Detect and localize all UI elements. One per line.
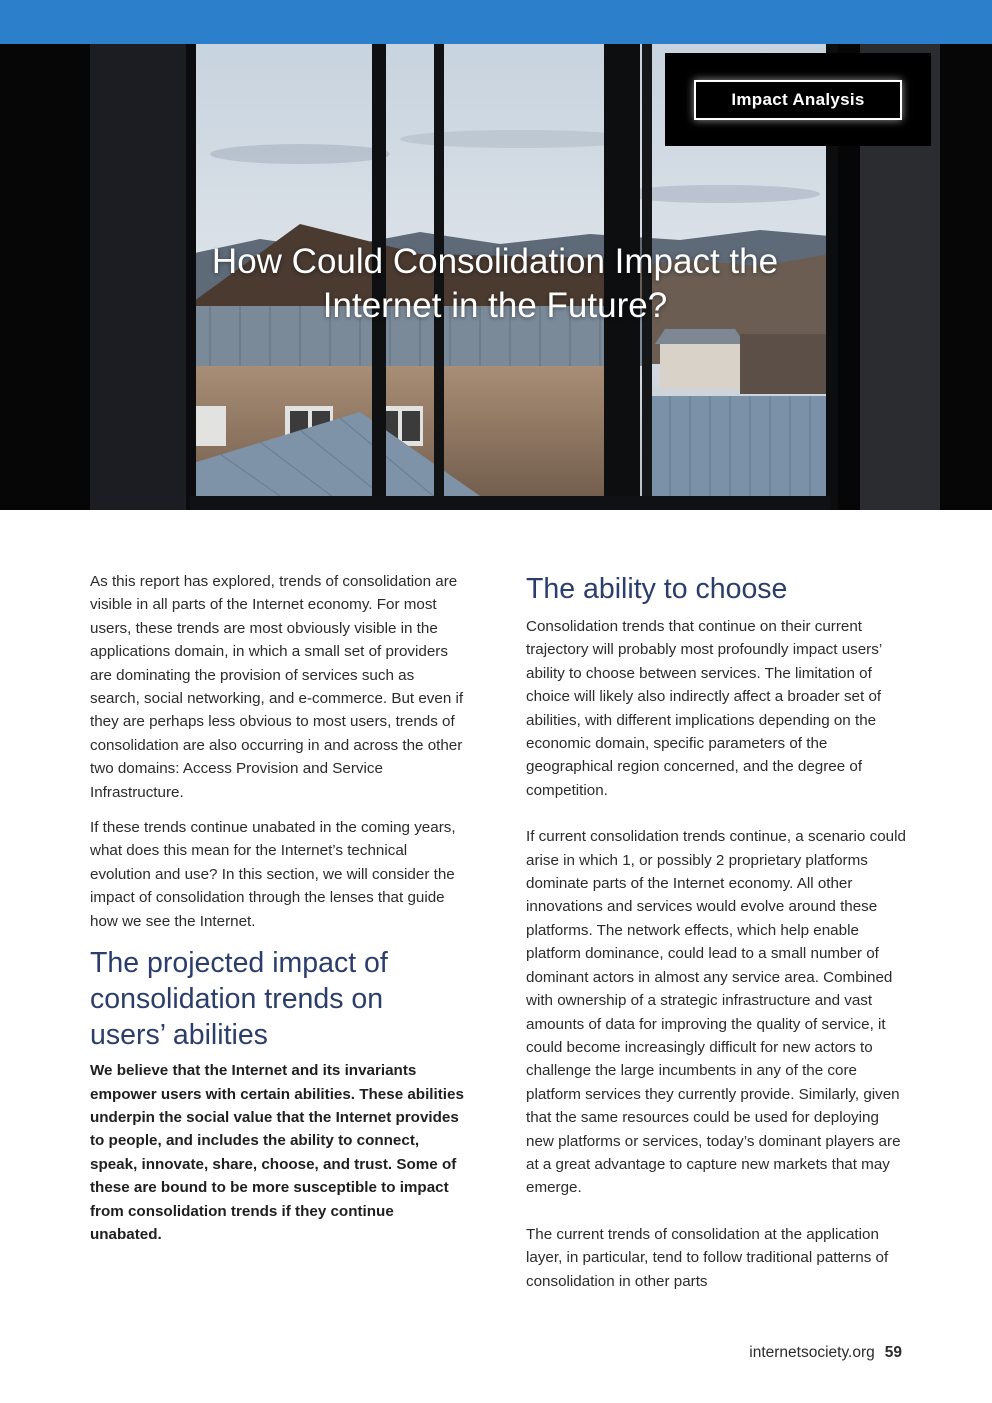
top-color-bar [0,0,992,44]
section-badge: Impact Analysis [694,80,902,120]
footer-site-link[interactable]: internetsociety.org [749,1344,875,1361]
section-heading: The projected impact of consolidation trends on users’ abilities [90,947,388,1052]
right-column [526,570,906,1293]
page-footer [749,1344,902,1362]
body-paragraph: Consolidation trends that continue on their current trajectory will probably most profoundly impact users’ ability to choose between services. The limitation of choice will likely also indirectly affect a broader set of abilities, with different implications depending on the economic domain, specific parameters of the geographical region concerned, and the degree of competition. [526,618,882,799]
section-heading: The ability to choose [526,573,788,605]
lead-paragraph: We believe that the Internet and its invariants empower users with certain abilities. These abilities underpin the social value that the Internet provides to people, and includes the ability to connect, speak, innovate, share, choose, and trust. Some of these are bound to be more susceptible to impact from consolidation trends if they continue unabated. [90,1062,464,1243]
body-paragraph: The current trends of consolidation at the application layer, in particular, tend to follow traditional patterns of consolidation in other parts [526,1225,889,1290]
hero-title: How Could Consolidation Impact the Internet in the Future? [211,242,779,325]
body-paragraph: As this report has explored, trends of consolidation are visible in all parts of the Internet economy. For most users, these trends are most obviously visible in the applications domain, in which a small set of providers are dominating the provision of services such as search, social networking, and e-commerce. But even if they are perhaps less obvious to most users, trends of consolidation are also occurring in and across the other two domains: Access Provision and Service Infrastructure. [90,573,464,801]
page-number: 59 [884,1344,902,1361]
body-paragraph: If these trends continue unabated in the coming years, what does this mean for the Internet’s technical evolution and use? In this section, we will consider the impact of consolidation through the lenses that guide how we see the Internet. [90,819,456,930]
body-paragraph: If current consolidation trends continue, a scenario could arise in which 1, or possibly 2 proprietary platforms dominate parts of the Internet economy. All other innovations and services would evolve around these platforms. The network effects, which help enable platform dominance, could lead to a small number of dominant actors in almost any service area. Combined with ownership of a strategic infrastructure and vast amounts of data for improving the quality of service, it could become increasingly difficult for new actors to challenge the large incumbents in any of the core platform services they currently provide. Similarly, given that the same resources could be used for deploying new platforms or services, today’s dominant players are at a great advantage to capture new markets that may emerge. [526,828,906,1197]
left-column [90,570,465,1258]
